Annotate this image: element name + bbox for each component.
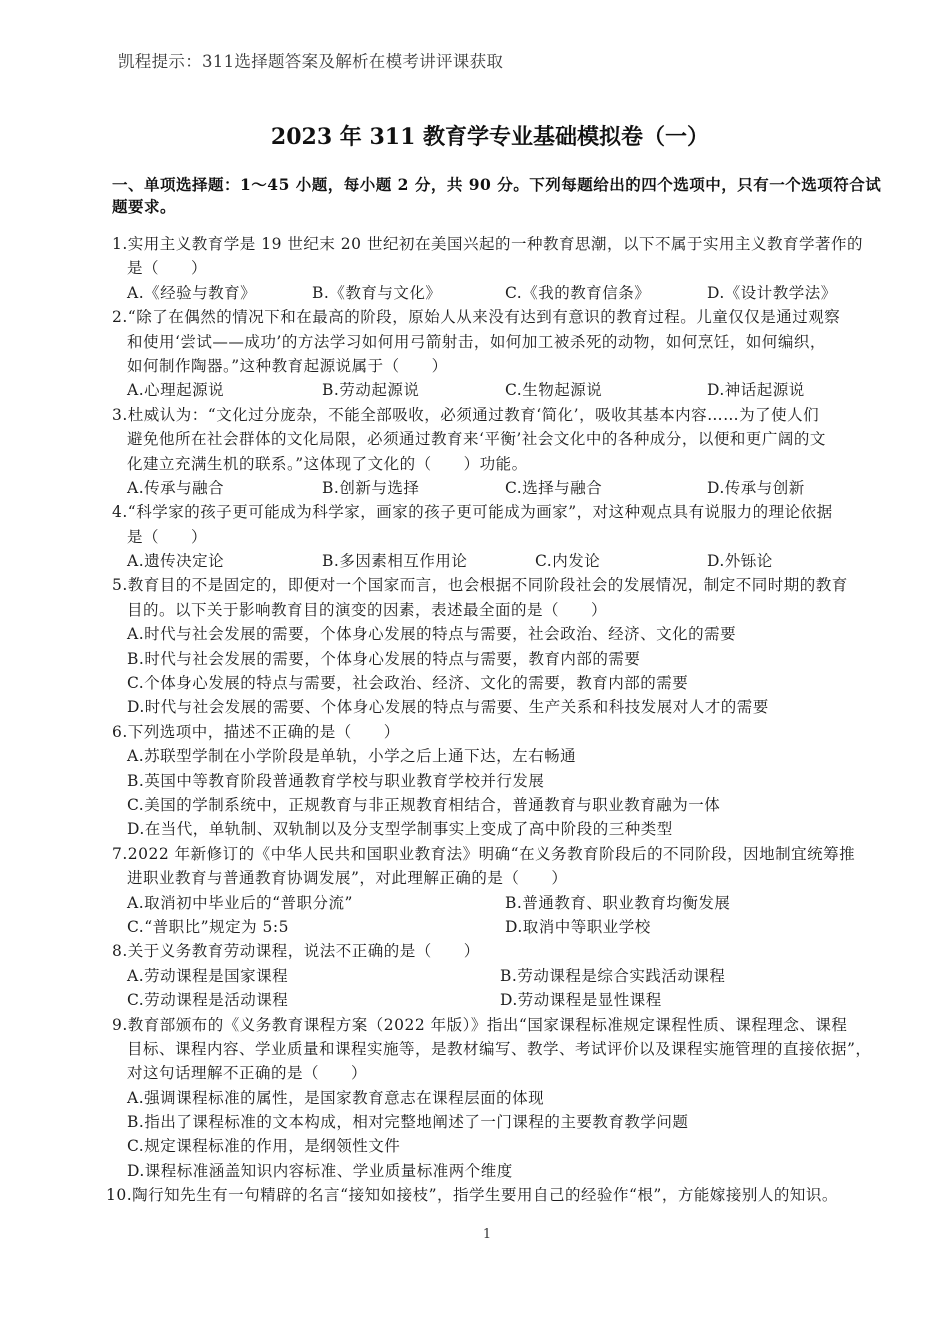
option-c: C.生物起源说 <box>505 381 603 400</box>
option-a: A.遗传决定论 <box>127 552 225 571</box>
option-a: A.强调课程标准的属性，是国家教育意志在课程层面的体现 <box>127 1088 545 1107</box>
question-stem-line: 9.教育部颁布的《义务教育课程方案（2022 年版）》指出“国家课程标准规定课程性质、课程理念、课程 <box>112 1015 848 1034</box>
question-stem-line: 8.关于义务教育劳动课程，说法不正确的是（ ） <box>112 942 480 961</box>
option-b: B.创新与选择 <box>322 478 420 497</box>
option-b: B.普通教育、职业教育均衡发展 <box>505 893 731 912</box>
option-row <box>112 378 892 402</box>
section-heading-line: 题要求。 <box>112 197 177 216</box>
option-d: D.《设计教学法》 <box>707 283 837 302</box>
option-b: B.指出了课程标准的文本构成，相对完整地阐述了一门课程的主要教育教学问题 <box>127 1113 689 1132</box>
option-a: A.《经验与教育》 <box>127 283 257 302</box>
option-d: D.劳动课程是显性课程 <box>500 991 662 1010</box>
question-stem-line: 5.教育目的不是固定的，即便对一个国家而言，也会根据不同阶段社会的发展情况，制定不同时期的教育 <box>112 576 848 595</box>
option-b: B.多因素相互作用论 <box>322 552 468 571</box>
option-a: A.心理起源说 <box>127 381 225 400</box>
option-a: A.取消初中毕业后的“普职分流” <box>127 893 353 912</box>
option-row <box>112 915 892 939</box>
question-4 <box>112 500 892 573</box>
option-row <box>112 476 892 500</box>
option-a: A.时代与社会发展的需要，个体身心发展的特点与需要，社会政治、经济、文化的需要 <box>127 625 737 644</box>
question-stem-line: 是（ ） <box>127 259 208 278</box>
option-c: C.《我的教育信条》 <box>505 283 651 302</box>
question-stem-line: 目标、课程内容、学业质量和课程实施等，是教材编写、教学、考试评价以及课程实施管理的直接依据”， <box>127 1039 872 1058</box>
question-stem-line: 6.下列选项中，描述不正确的是（ ） <box>112 722 400 741</box>
option-row <box>112 988 892 1012</box>
option-d: D.取消中等职业学校 <box>505 917 651 936</box>
section-heading-line: 一、单项选择题：1～45 小题，每小题 2 分，共 90 分。下列每题给出的四个选项中，只有一个选项符合试 <box>112 175 882 194</box>
option-d: D.课程标准涵盖知识内容标准、学业质量标准两个维度 <box>127 1161 513 1180</box>
question-stem-line: 4.“科学家的孩子更可能成为科学家，画家的孩子更可能成为画家”，对这种观点具有说服力的理论依据 <box>112 503 833 522</box>
question-stem-line: 目的。以下关于影响教育目的演变的因素，表述最全面的是（ ） <box>127 600 608 619</box>
option-row <box>112 549 892 573</box>
question-stem-line: 如何制作陶器。”这种教育起源说属于（ ） <box>127 356 448 375</box>
option-c: C.“普职比”规定为 5:5 <box>127 917 289 936</box>
question-5 <box>112 573 892 719</box>
question-stem-line: 对这句话理解不正确的是（ ） <box>127 1064 368 1083</box>
question-6 <box>112 720 892 842</box>
option-a: A.苏联型学制在小学阶段是单轨，小学之后上通下达，左右畅通 <box>127 747 577 766</box>
option-c: C.选择与融合 <box>505 478 603 497</box>
question-2 <box>112 305 892 403</box>
question-stem-line: 2.“除了在偶然的情况下和在最高的阶段，原始人从来没有达到有意识的教育过程。儿童仅仅是通过观察 <box>112 308 841 327</box>
option-row <box>112 891 892 915</box>
option-c: C.劳动课程是活动课程 <box>127 991 289 1010</box>
question-3 <box>112 403 892 501</box>
option-d: D.外铄论 <box>707 552 773 571</box>
option-row <box>112 964 892 988</box>
option-b: B.时代与社会发展的需要，个体身心发展的特点与需要，教育内部的需要 <box>127 649 641 668</box>
question-stem-line: 和使用‘尝试——成功’的方法学习如何用弓箭射击，如何加工被杀死的动物，如何烹饪，如何编织， <box>127 332 826 351</box>
option-b: B.劳动课程是综合实践活动课程 <box>500 966 726 985</box>
option-c: C.内发论 <box>535 552 601 571</box>
question-stem-line: 7.2022 年新修订的《中华人民共和国职业教育法》明确“在义务教育阶段后的不同阶段，因地制宜统筹推 <box>112 844 856 863</box>
question-7 <box>112 842 892 940</box>
header-note: 凯程提示：311选择题答案及解析在模考讲评课获取 <box>118 52 504 71</box>
question-8 <box>112 939 892 1012</box>
option-b: B.《教育与文化》 <box>312 283 442 302</box>
question-stem-line: 是（ ） <box>127 527 208 546</box>
option-a: A.劳动课程是国家课程 <box>127 966 289 985</box>
option-b: B.劳动起源说 <box>322 381 420 400</box>
question-stem-line: 3.杜威认为：“文化过分庞杂，不能全部吸收，必须通过教育‘简化’，吸收其基本内容……为了使人们 <box>112 405 820 424</box>
question-stem-line: 进职业教育与普通教育协调发展”，对此理解正确的是（ ） <box>127 869 568 888</box>
option-d: D.在当代，单轨制、双轨制以及分支型学制事实上变成了高中阶段的三种类型 <box>127 820 673 839</box>
question-1 <box>112 232 892 305</box>
question-list <box>106 232 892 1208</box>
option-c: C.美国的学制系统中，正规教育与非正规教育相结合，普通教育与职业教育融为一体 <box>127 795 721 814</box>
page-number: 1 <box>482 1227 492 1242</box>
exam-title: 2023 年 311 教育学专业基础模拟卷（一） <box>270 124 710 150</box>
question-stem-line: 10.陶行知先生有一句精辟的名言“接知如接枝”，指学生要用自己的经验作“根”，方能嫁接别人的知识。 <box>106 1186 838 1205</box>
option-c: C.个体身心发展的特点与需要，社会政治、经济、文化的需要，教育内部的需要 <box>127 674 689 693</box>
option-row <box>112 281 892 305</box>
question-stem-line: 化建立充满生机的联系。”这体现了文化的（ ）功能。 <box>127 454 528 473</box>
option-b: B.英国中等教育阶段普通教育学校与职业教育学校并行发展 <box>127 771 545 790</box>
option-a: A.传承与融合 <box>127 478 225 497</box>
option-d: D.神话起源说 <box>707 381 805 400</box>
option-c: C.规定课程标准的作用，是纲领性文件 <box>127 1137 401 1156</box>
option-d: D.时代与社会发展的需要、个体身心发展的特点与需要、生产关系和科技发展对人才的需要 <box>127 698 769 717</box>
question-stem-line: 1.实用主义教育学是 19 世纪末 20 世纪初在美国兴起的一种教育思潮，以下不属于实用主义教育学著作的 <box>112 235 863 253</box>
question-stem-line: 避免他所在社会群体的文化局限，必须通过教育来‘平衡’社会文化中的各种成分，以便和更广阔的文 <box>127 430 826 449</box>
question-9 <box>112 1013 892 1184</box>
question-10 <box>106 1183 892 1207</box>
section-heading <box>112 174 881 218</box>
option-d: D.传承与创新 <box>707 478 805 497</box>
